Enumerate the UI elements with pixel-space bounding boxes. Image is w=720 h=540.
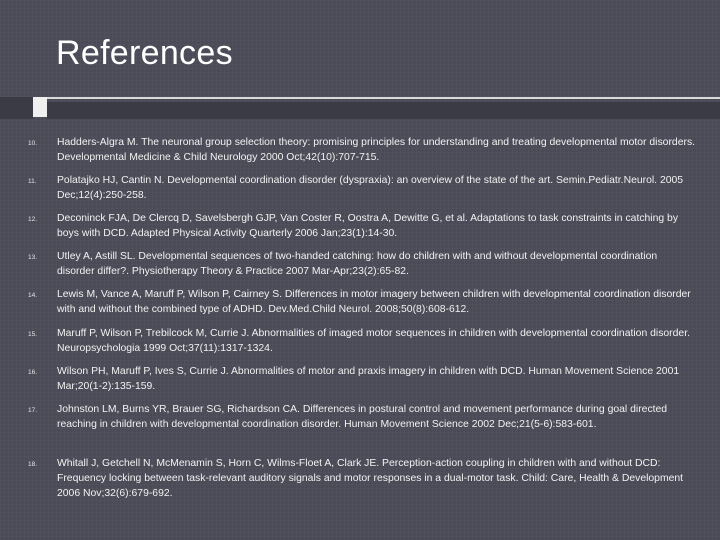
title-divider [0, 97, 720, 119]
reference-number: 18. [28, 461, 38, 468]
reference-text: Hadders-Algra M. The neuronal group selection theory: promising principles for understanding and treating developmental motor disorders. Developmental Medicine & Child Neurology 2000 Oct;42(10):707-715. [57, 137, 696, 163]
divider-band [47, 102, 720, 119]
reference-number: 12. [28, 216, 38, 223]
reference-number: 13. [28, 254, 38, 261]
reference-text: Polatajko HJ, Cantin N. Developmental coordination disorder (dyspraxia): an overview of the state of the art. Semin.Pediatr.Neurol. 2005 Dec;12(4):250-258. [57, 175, 684, 201]
reference-text: Maruff P, Wilson P, Trebilcock M, Currie J. Abnormalities of imaged motor sequences in children with developmental coordination disorder. Neuropsychologia 1999 Oct;37(11):1317-1324. [57, 328, 690, 354]
reference-text: Johnston LM, Burns YR, Brauer SG, Richardson CA. Differences in postural control and movement performance during goal directed reaching in children with developmental coordination disorder. Human Movement Science 2002 Dec;21(5-6):583-601. [57, 404, 668, 430]
reference-text: Whitall J, Getchell N, McMenamin S, Horn C, Wilms-Floet A, Clark JE. Perception-action coupling in children with and without DCD: Frequency locking between task-relevant auditory signals and motor responses in a dual-motor task. Child: Care, Health & Development 2006 Nov;32(6):679-692. [57, 458, 684, 499]
reference-text: Wilson PH, Maruff P, Ives S, Currie J. Abnormalities of motor and praxis imagery in children with DCD. Human Movement Science 2001 Mar;20(1-2):135-159. [57, 366, 680, 392]
divider-marker [33, 97, 47, 117]
reference-text: Deconinck FJA, De Clercq D, Savelsbergh GJP, Van Coster R, Oostra A, Dewitte G, et al. Adaptations to task constraints in catching by boys with DCD. Adapted Physical Activity Quarterly 2006 Jan;23(1):14-30. [57, 213, 679, 239]
divider-line [47, 97, 720, 99]
reference-number: 17. [28, 407, 38, 414]
divider-left-block [0, 97, 33, 119]
reference-number: 15. [28, 331, 38, 338]
reference-number: 16. [28, 369, 38, 376]
reference-text: Utley A, Astill SL. Developmental sequences of two-handed catching: how do children with and without developmental coordination disorder differ?. Physiotherapy Theory & Practice 2007 Mar-Apr;23(2):65-82. [57, 251, 658, 277]
reference-text: Lewis M, Vance A, Maruff P, Wilson P, Cairney S. Differences in motor imagery between children with developmental coordination disorder with and without the combined type of ADHD. Dev.Med.Child Neurol. 2008;50(8):608-612. [57, 289, 691, 315]
reference-number: 11. [28, 178, 37, 185]
reference-number: 14. [28, 292, 38, 299]
slide-title: References [56, 34, 233, 72]
reference-number: 10. [28, 140, 38, 147]
